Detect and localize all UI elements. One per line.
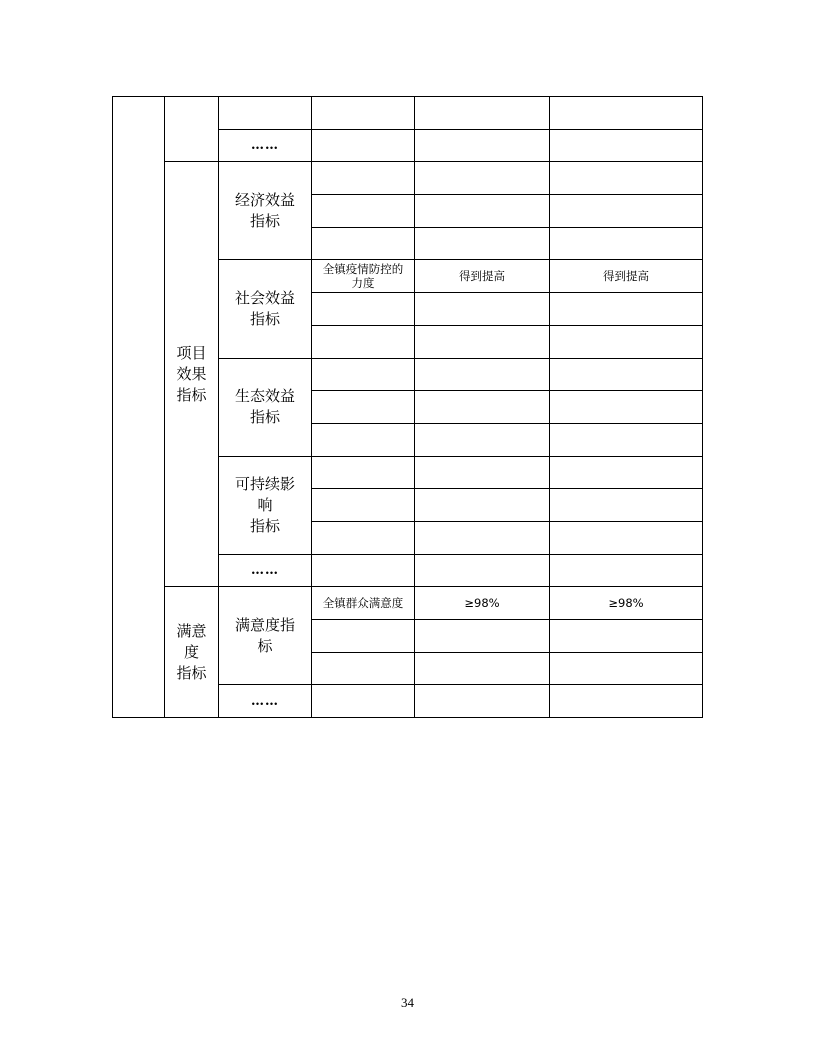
value-cell [550, 391, 703, 424]
value-cell [550, 489, 703, 522]
indicator-cell [312, 358, 415, 391]
value-cell [415, 293, 550, 326]
indicator-cell [312, 620, 415, 653]
value-cell [550, 325, 703, 358]
indicator-cell [312, 554, 415, 587]
value-cell [415, 325, 550, 358]
economic-benefit-subcategory: 经济效益 指标 [219, 162, 312, 260]
value-cell [415, 489, 550, 522]
value-cell [415, 358, 550, 391]
value-cell [550, 685, 703, 718]
performance-indicator-table [112, 96, 703, 718]
indicator-value: ≥98% [550, 587, 703, 620]
value-cell [550, 456, 703, 489]
value-cell [415, 391, 550, 424]
indicator-cell [312, 195, 415, 228]
value-cell [415, 195, 550, 228]
epidemic-control-indicator: 全镇疫情防控的 力度 [312, 260, 415, 293]
category-cell [165, 97, 219, 162]
page-number: 34 [401, 995, 414, 1010]
indicator-cell [312, 129, 415, 162]
indicator-cell [312, 456, 415, 489]
value-cell [415, 129, 550, 162]
value-cell [550, 195, 703, 228]
value-cell [550, 227, 703, 260]
sustainable-impact-subcategory: 可持续影 响 指标 [219, 456, 312, 554]
value-cell [550, 652, 703, 685]
table-row [113, 587, 703, 620]
indicator-cell [312, 423, 415, 456]
value-cell [550, 554, 703, 587]
subcategory-cell [219, 97, 312, 130]
value-cell [550, 620, 703, 653]
indicator-cell [312, 227, 415, 260]
project-effect-category: 项目 效果 指标 [165, 162, 219, 587]
indicator-cell [312, 652, 415, 685]
indicator-cell [312, 162, 415, 195]
value-cell [550, 293, 703, 326]
indicator-cell [312, 685, 415, 718]
value-cell [550, 162, 703, 195]
value-cell [415, 554, 550, 587]
value-cell [550, 129, 703, 162]
indicator-value: 得到提高 [550, 260, 703, 293]
indicator-cell [312, 391, 415, 424]
table-row [113, 162, 703, 195]
value-cell [550, 423, 703, 456]
value-cell [415, 652, 550, 685]
ellipsis-cell: …… [219, 129, 312, 162]
first-column-cell [113, 97, 165, 718]
ecological-benefit-subcategory: 生态效益 指标 [219, 358, 312, 456]
indicator-cell [312, 489, 415, 522]
indicator-cell [312, 521, 415, 554]
value-cell [415, 685, 550, 718]
value-cell [550, 358, 703, 391]
satisfaction-indicator: 全镇群众满意度 [312, 587, 415, 620]
indicator-value: ≥98% [415, 587, 550, 620]
value-cell [415, 521, 550, 554]
value-cell [415, 423, 550, 456]
ellipsis-cell: …… [219, 554, 312, 587]
social-benefit-subcategory: 社会效益 指标 [219, 260, 312, 358]
indicator-cell [312, 293, 415, 326]
indicator-cell [312, 325, 415, 358]
value-cell [415, 97, 550, 130]
ellipsis-cell: …… [219, 685, 312, 718]
indicator-value: 得到提高 [415, 260, 550, 293]
indicator-cell [312, 97, 415, 130]
value-cell [415, 456, 550, 489]
satisfaction-category: 满意 度 指标 [165, 587, 219, 718]
table-row [113, 97, 703, 130]
value-cell [415, 162, 550, 195]
value-cell [550, 97, 703, 130]
satisfaction-subcategory: 满意度指 标 [219, 587, 312, 685]
value-cell [415, 620, 550, 653]
value-cell [415, 227, 550, 260]
value-cell [550, 521, 703, 554]
